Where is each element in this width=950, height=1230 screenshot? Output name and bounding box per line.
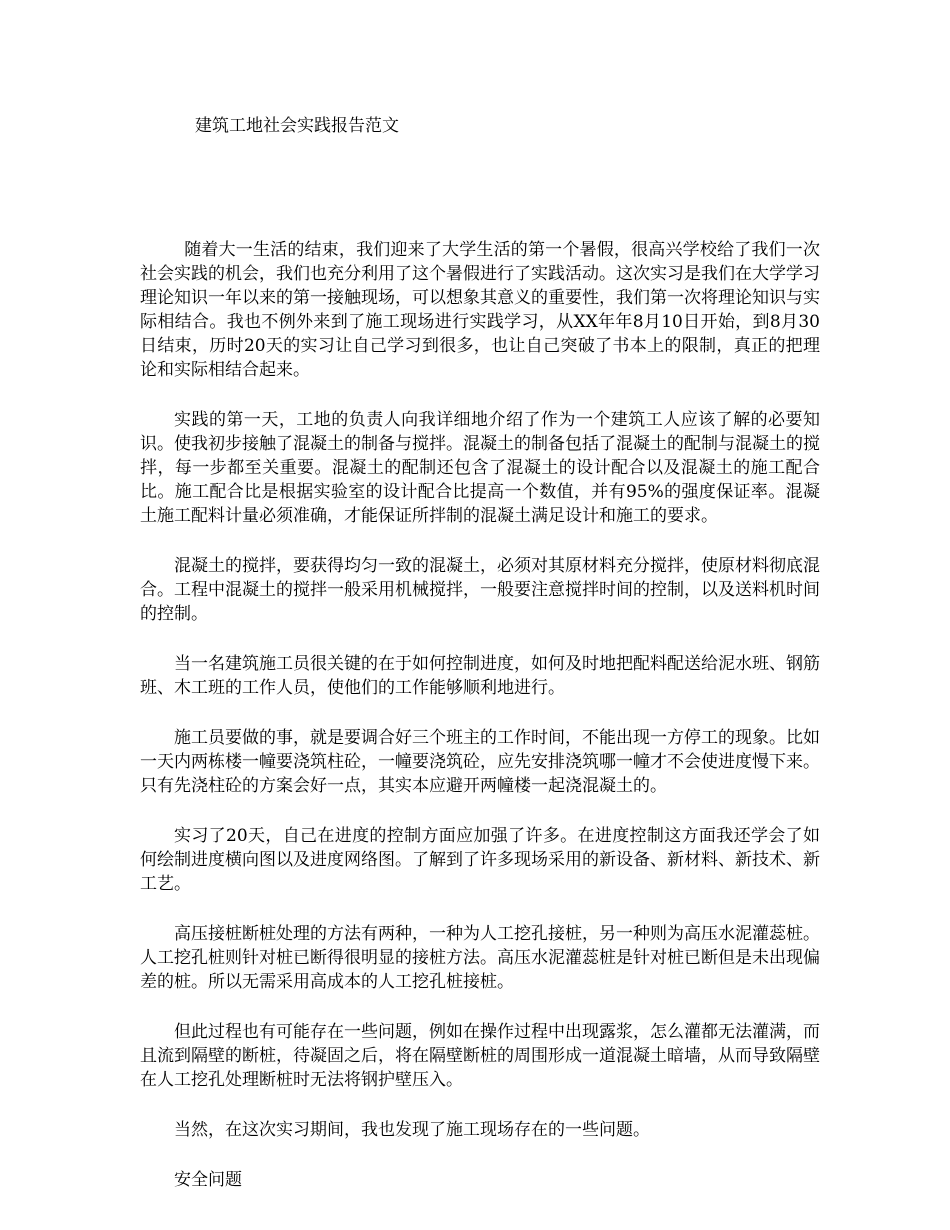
paragraph-worker-duties: 施工员要做的事，就是要调合好三个班主的工作时间，不能出现一方停工的现象。比如一天内两栋楼一幢要浇筑柱砼，一幢要浇筑砼，应先安排浇筑哪一幢才不会使进度慢下来。只有先浇柱砼的方案会好一点，其实本应避开两幢楼一起浇混凝土的。 xyxy=(140,728,820,796)
paragraph-process-problems: 但此过程也有可能存在一些问题，例如在操作过程中出现露浆，怎么灌都无法灌满，而且流到隔壁的断桩，待凝固之后，将在隔壁断桩的周围形成一道混凝土暗墙，从而导致隔壁在人工挖孔处理断桩时无法将钢护壁压入。 xyxy=(140,1022,820,1090)
document-body xyxy=(140,238,820,1218)
paragraph-intro: 随着大一生活的结束，我们迎来了大学生活的第一个暑假，很高兴学校给了我们一次社会实践的机会，我们也充分利用了这个暑假进行了实践活动。这次实习是我们在大学学习理论知识一年以来的第一接触现场，可以想象其意义的重要性，我们第一次将理论知识与实际相结合。我也不例外来到了施工现场进行实践学习，从XX年年8月10日开始，到8月30日结束，历时20天的实习让自己学习到很多，也让自己突破了书本上的限制，真正的把理论和实际相结合起来。 xyxy=(140,240,820,380)
paragraph-progress-control: 当一名建筑施工员很关键的在于如何控制进度，如何及时地把配料配送给泥水班、钢筋班、木工班的工作人员，使他们的工作能够顺利地进行。 xyxy=(140,654,820,698)
paragraph-site-problems: 当然，在这次实习期间，我也发现了施工现场存在的一些问题。 xyxy=(174,1120,650,1140)
paragraph-twenty-days: 实习了20天，自己在进度的控制方面应加强了许多。在进度控制这方面我还学会了如何绘制进度横向图以及进度网络图。了解到了许多现场采用的新设备、新材料、新技术、新工艺。 xyxy=(140,826,820,894)
paragraph-pile-repair: 高压接桩断桩处理的方法有两种，一种为人工挖孔接桩，另一种则为高压水泥灌蕊桩。人工挖孔桩则针对桩已断得很明显的接桩方法。高压水泥灌蕊桩是针对桩已断但是未出现偏差的桩。所以无需采用高成本的人工挖孔桩接桩。 xyxy=(140,924,820,992)
paragraph-first-day: 实践的第一天，工地的负责人向我详细地介绍了作为一个建筑工人应该了解的必要知识。使我初步接触了混凝土的制备与搅拌。混凝土的制备包括了混凝土的配制与混凝土的搅拌，每一步都至关重要。混凝土的配制还包含了混凝土的设计配合以及混凝土的施工配合比。施工配合比是根据实验室的设计配合比提高一个数值，并有95%的强度保证率。混凝土施工配料计量必须准确，才能保证所拌制的混凝土满足设计和施工的要求。 xyxy=(140,410,820,526)
section-heading-safety: 安全问题 xyxy=(174,1170,242,1190)
paragraph-concrete-mixing: 混凝土的搅拌，要获得均匀一致的混凝土，必须对其原材料充分搅拌，使原材料彻底混合。工程中混凝土的搅拌一般采用机械搅拌，一般要注意搅拌时间的控制，以及送料机时间的控制。 xyxy=(140,556,820,624)
document-title: 建筑工地社会实践报告范文 xyxy=(195,116,399,136)
